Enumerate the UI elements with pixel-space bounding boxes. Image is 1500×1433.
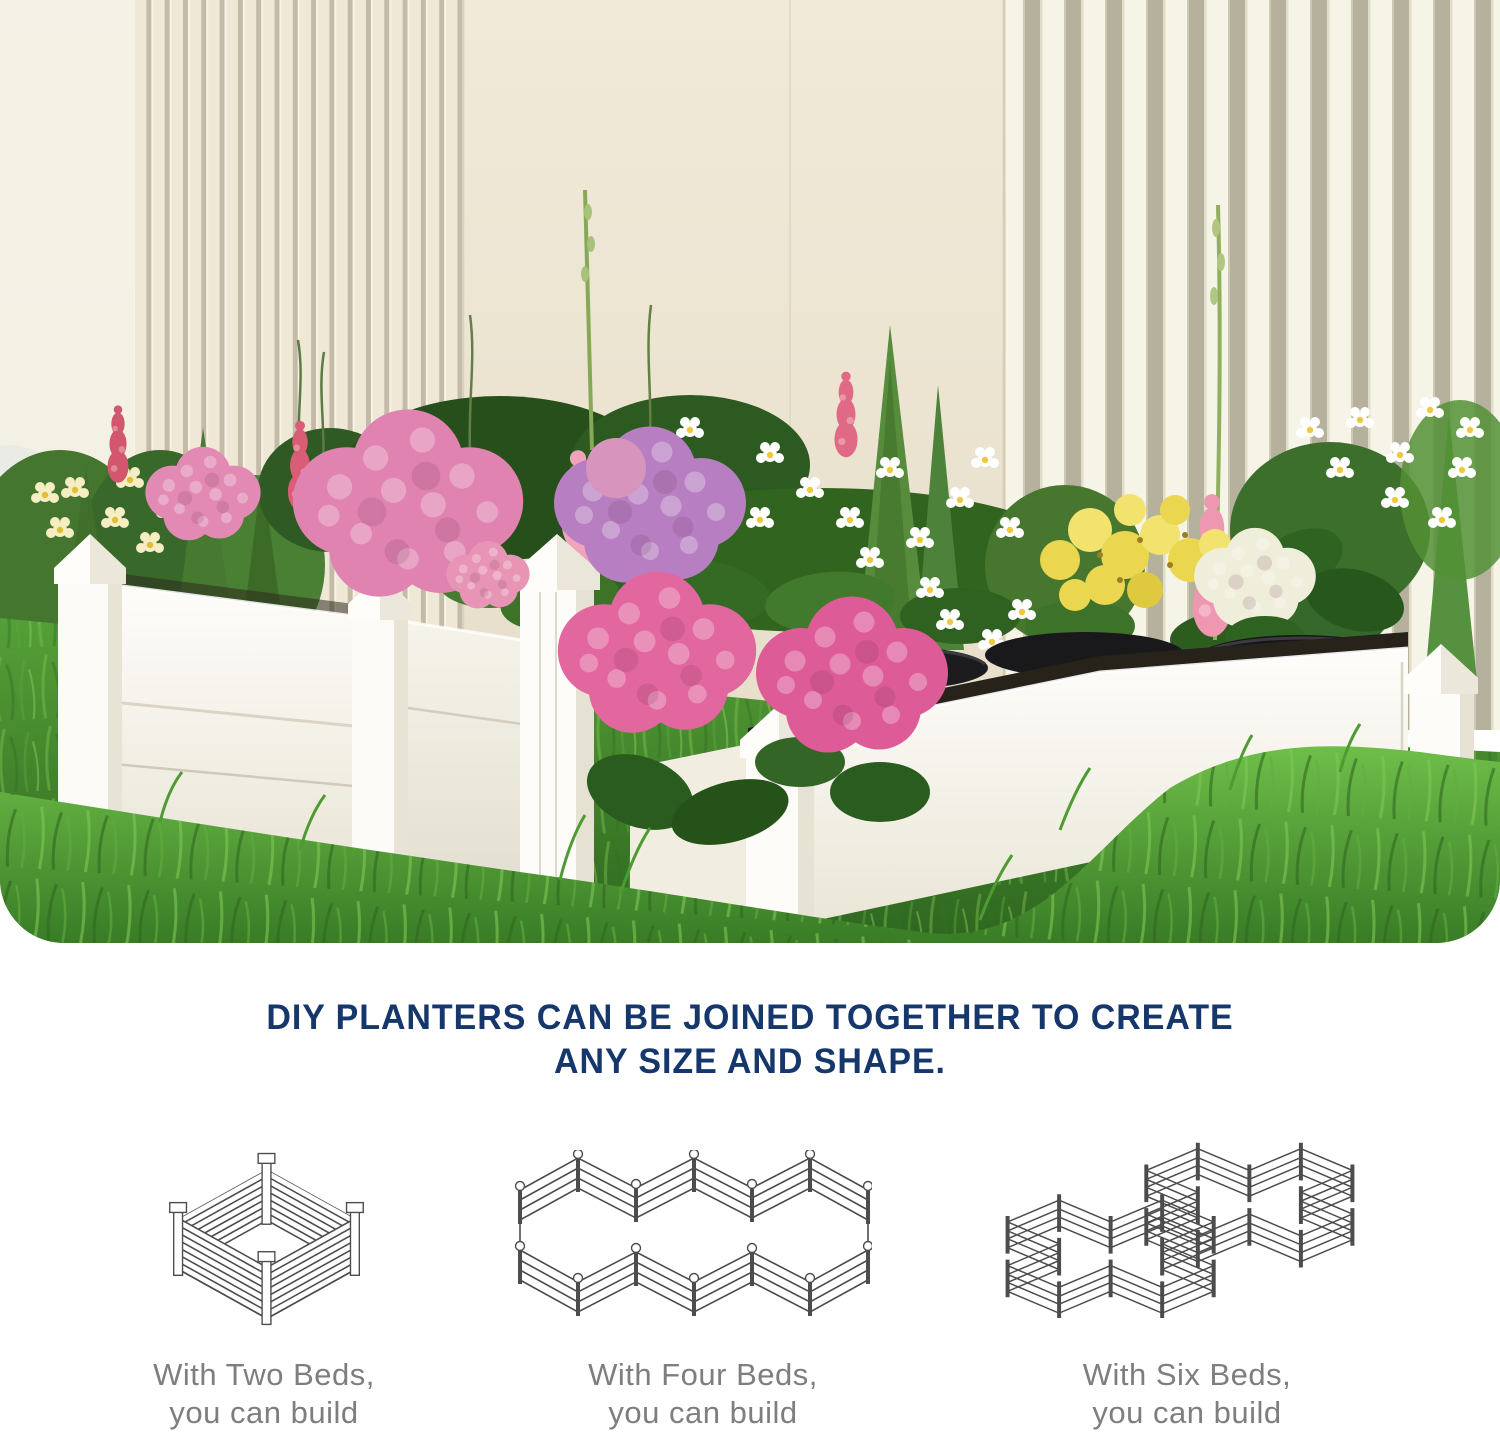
caption-line: With Four Beds, [588, 1357, 818, 1392]
caption-line: you can build [1092, 1395, 1282, 1430]
corner-posts [1008, 1196, 1214, 1317]
caption-two-beds [94, 1356, 434, 1432]
corner-posts [520, 1154, 868, 1316]
corner-posts [1146, 1145, 1352, 1266]
six-bed-shape-illustration [962, 1118, 1398, 1318]
caption-four-beds [533, 1356, 873, 1432]
caption-line: you can build [608, 1395, 798, 1430]
caption-line: With Two Beds, [153, 1357, 375, 1392]
two-bed-planter-illustration [157, 1143, 377, 1331]
page-title [0, 996, 1500, 1084]
planter-post [348, 574, 412, 882]
caption-six-beds [1017, 1356, 1357, 1432]
headline-line-2: ANY SIZE AND SHAPE. [554, 1042, 946, 1081]
planter-post [514, 534, 600, 910]
option-four-beds [508, 1150, 872, 1322]
caption-line: With Six Beds, [1082, 1357, 1292, 1392]
headline-line-1: DIY PLANTERS CAN BE JOINED TOGETHER TO CREATE [266, 998, 1234, 1037]
four-bed-shape-illustration [508, 1150, 872, 1322]
option-two-beds [157, 1143, 377, 1331]
caption-line: you can build [169, 1395, 359, 1430]
option-six-beds [962, 1118, 1398, 1318]
planter-panel [408, 622, 522, 898]
corner-posts [170, 1154, 363, 1325]
